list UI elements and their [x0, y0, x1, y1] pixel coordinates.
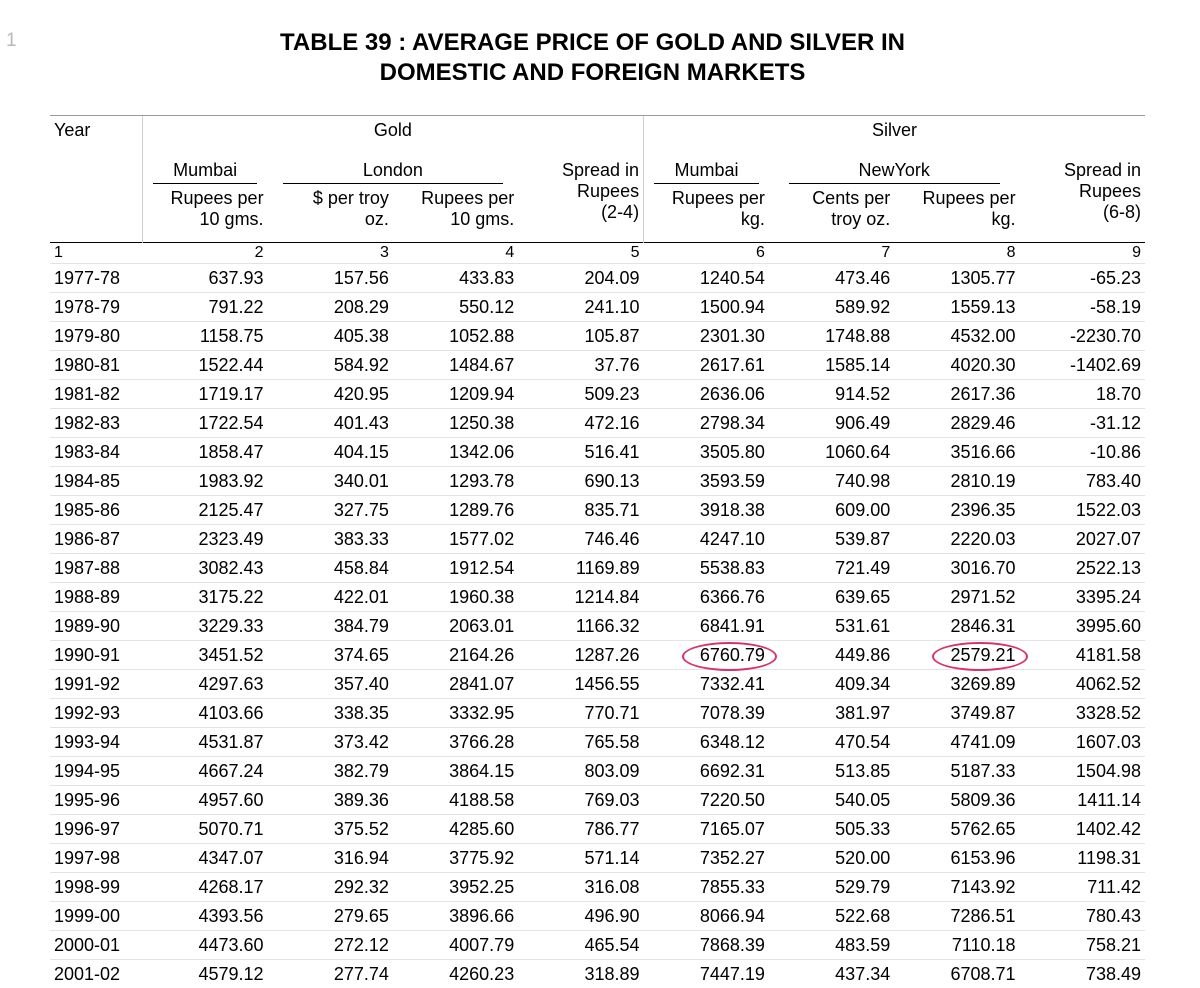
- unit-silver-mumbai: Rupees per kg.: [644, 186, 769, 243]
- gold-mumbai-cell: 4393.56: [142, 902, 267, 931]
- gold-london-rupees-cell: 3775.92: [393, 844, 518, 873]
- gold-london-rupees-cell: 1209.94: [393, 380, 518, 409]
- silver-spread-cell: 2522.13: [1020, 554, 1145, 583]
- year-cell: 1995-96: [50, 786, 142, 815]
- table-row: [50, 844, 1145, 873]
- gold-mumbai-cell: 4347.07: [142, 844, 267, 873]
- gold-london-usd-cell: 382.79: [268, 757, 393, 786]
- year-cell: 1980-81: [50, 351, 142, 380]
- table-row: [50, 786, 1145, 815]
- silver-newyork-rupees-cell: 1559.13: [894, 293, 1019, 322]
- silver-newyork-rupees-cell: 2846.31: [894, 612, 1019, 641]
- year-cell: 1982-83: [50, 409, 142, 438]
- gold-london-rupees-cell: 4260.23: [393, 960, 518, 988]
- gold-london-rupees-cell: 2164.26: [393, 641, 518, 670]
- year-cell: 1998-99: [50, 873, 142, 902]
- gold-london-rupees-cell: 3766.28: [393, 728, 518, 757]
- table-row: [50, 902, 1145, 931]
- gold-london-usd-cell: 374.65: [268, 641, 393, 670]
- column-number: 5: [518, 243, 643, 264]
- column-number: 7: [769, 243, 894, 264]
- gold-spread-cell: 1169.89: [518, 554, 643, 583]
- gold-london-rupees-cell: 1052.88: [393, 322, 518, 351]
- silver-mumbai-cell: 2798.34: [644, 409, 769, 438]
- gold-london-usd-cell: 208.29: [268, 293, 393, 322]
- header-year: Year: [50, 116, 142, 243]
- gold-spread-cell: 204.09: [518, 264, 643, 293]
- silver-spread-cell: 1198.31: [1020, 844, 1145, 873]
- header-silver-newyork: NewYork: [769, 158, 1020, 186]
- year-cell: 1996-97: [50, 815, 142, 844]
- silver-newyork-cents-cell: 906.49: [769, 409, 894, 438]
- silver-newyork-rupees-cell: 1305.77: [894, 264, 1019, 293]
- year-cell: 1983-84: [50, 438, 142, 467]
- header-gold-spread: Spread in Rupees (2-4): [518, 158, 643, 243]
- gold-spread-cell: 803.09: [518, 757, 643, 786]
- silver-newyork-rupees-cell: 5809.36: [894, 786, 1019, 815]
- table-row: [50, 467, 1145, 496]
- unit-gold-mumbai: Rupees per 10 gms.: [142, 186, 267, 243]
- silver-newyork-cents-cell: 449.86: [769, 641, 894, 670]
- column-number: 4: [393, 243, 518, 264]
- gold-mumbai-cell: 3451.52: [142, 641, 267, 670]
- gold-mumbai-cell: 1722.54: [142, 409, 267, 438]
- header-gold-mumbai: Mumbai: [142, 158, 267, 186]
- silver-newyork-rupees-cell: 2220.03: [894, 525, 1019, 554]
- silver-newyork-rupees-cell: 6153.96: [894, 844, 1019, 873]
- gold-spread-cell: 1456.55: [518, 670, 643, 699]
- silver-newyork-rupees-cell: 3269.89: [894, 670, 1019, 699]
- silver-mumbai-cell: 3505.80: [644, 438, 769, 467]
- gold-london-usd-cell: 373.42: [268, 728, 393, 757]
- year-cell: 1997-98: [50, 844, 142, 873]
- table-row: [50, 322, 1145, 351]
- silver-newyork-rupees-cell: 4020.30: [894, 351, 1019, 380]
- silver-spread-cell: 18.70: [1020, 380, 1145, 409]
- silver-newyork-cents-cell: 914.52: [769, 380, 894, 409]
- header-silver: Silver: [644, 116, 1145, 159]
- silver-spread-cell: 1607.03: [1020, 728, 1145, 757]
- gold-mumbai-cell: 4473.60: [142, 931, 267, 960]
- silver-spread-cell: -2230.70: [1020, 322, 1145, 351]
- silver-newyork-cents-cell: 505.33: [769, 815, 894, 844]
- gold-mumbai-cell: 3229.33: [142, 612, 267, 641]
- gold-london-rupees-cell: 433.83: [393, 264, 518, 293]
- year-cell: 1988-89: [50, 583, 142, 612]
- gold-london-usd-cell: 340.01: [268, 467, 393, 496]
- silver-spread-cell: -1402.69: [1020, 351, 1145, 380]
- silver-mumbai-cell: 7855.33: [644, 873, 769, 902]
- silver-spread-cell: 711.42: [1020, 873, 1145, 902]
- silver-newyork-rupees-cell: 6708.71: [894, 960, 1019, 988]
- silver-mumbai-cell: [644, 641, 769, 670]
- table-row: [50, 438, 1145, 467]
- silver-newyork-rupees-cell: 3749.87: [894, 699, 1019, 728]
- gold-mumbai-cell: 791.22: [142, 293, 267, 322]
- table-row: [50, 757, 1145, 786]
- title-line-1: TABLE 39 : AVERAGE PRICE OF GOLD AND SILVER IN: [0, 28, 1185, 58]
- page-title: [0, 28, 1185, 88]
- silver-newyork-cents-cell: 639.65: [769, 583, 894, 612]
- year-cell: 1993-94: [50, 728, 142, 757]
- silver-mumbai-cell: 6366.76: [644, 583, 769, 612]
- silver-spread-cell: 4181.58: [1020, 641, 1145, 670]
- year-cell: 1994-95: [50, 757, 142, 786]
- silver-newyork-cents-cell: 470.54: [769, 728, 894, 757]
- gold-london-usd-cell: 383.33: [268, 525, 393, 554]
- gold-spread-cell: 1287.26: [518, 641, 643, 670]
- silver-spread-cell: -65.23: [1020, 264, 1145, 293]
- silver-spread-cell: 3328.52: [1020, 699, 1145, 728]
- year-cell: 1991-92: [50, 670, 142, 699]
- gold-mumbai-cell: 4957.60: [142, 786, 267, 815]
- page-number: 1: [6, 30, 17, 52]
- column-number: 2: [142, 243, 267, 264]
- silver-newyork-cents-cell: 740.98: [769, 467, 894, 496]
- silver-newyork-cents-cell: 473.46: [769, 264, 894, 293]
- gold-london-rupees-cell: 2841.07: [393, 670, 518, 699]
- silver-newyork-cents-cell: 513.85: [769, 757, 894, 786]
- gold-london-rupees-cell: 1960.38: [393, 583, 518, 612]
- gold-london-rupees-cell: 1250.38: [393, 409, 518, 438]
- header-silver-spread: Spread in Rupees (6-8): [1020, 158, 1145, 243]
- gold-mumbai-cell: 1158.75: [142, 322, 267, 351]
- gold-mumbai-cell: 5070.71: [142, 815, 267, 844]
- silver-mumbai-cell: 4247.10: [644, 525, 769, 554]
- gold-spread-cell: 318.89: [518, 960, 643, 988]
- gold-london-usd-cell: 584.92: [268, 351, 393, 380]
- silver-spread-cell: 780.43: [1020, 902, 1145, 931]
- year-cell: 2000-01: [50, 931, 142, 960]
- gold-london-usd-cell: 157.56: [268, 264, 393, 293]
- silver-newyork-rupees-cell: 2810.19: [894, 467, 1019, 496]
- gold-london-rupees-cell: 1289.76: [393, 496, 518, 525]
- year-cell: 1979-80: [50, 322, 142, 351]
- silver-spread-cell: 3995.60: [1020, 612, 1145, 641]
- gold-mumbai-cell: 4268.17: [142, 873, 267, 902]
- gold-london-rupees-cell: 3864.15: [393, 757, 518, 786]
- table-row: [50, 554, 1145, 583]
- gold-mumbai-cell: 1983.92: [142, 467, 267, 496]
- gold-london-rupees-cell: 1293.78: [393, 467, 518, 496]
- silver-mumbai-cell: 5538.83: [644, 554, 769, 583]
- gold-london-usd-cell: 357.40: [268, 670, 393, 699]
- unit-gold-london-rupees: Rupees per 10 gms.: [393, 186, 518, 243]
- silver-mumbai-cell: 2301.30: [644, 322, 769, 351]
- gold-london-usd-cell: 384.79: [268, 612, 393, 641]
- silver-mumbai-cell: 1240.54: [644, 264, 769, 293]
- silver-newyork-cents-cell: 409.34: [769, 670, 894, 699]
- gold-spread-cell: 746.46: [518, 525, 643, 554]
- silver-newyork-rupees-cell: 7286.51: [894, 902, 1019, 931]
- gold-spread-cell: 769.03: [518, 786, 643, 815]
- silver-spread-cell: -31.12: [1020, 409, 1145, 438]
- gold-london-usd-cell: 389.36: [268, 786, 393, 815]
- silver-newyork-cents-cell: 531.61: [769, 612, 894, 641]
- silver-spread-cell: 4062.52: [1020, 670, 1145, 699]
- gold-london-rupees-cell: 4007.79: [393, 931, 518, 960]
- gold-spread-cell: 105.87: [518, 322, 643, 351]
- gold-london-usd-cell: 277.74: [268, 960, 393, 988]
- column-number-row: [50, 243, 1145, 264]
- silver-newyork-rupees-cell: 3516.66: [894, 438, 1019, 467]
- gold-mumbai-cell: 1522.44: [142, 351, 267, 380]
- silver-spread-cell: 3395.24: [1020, 583, 1145, 612]
- table-row: [50, 264, 1145, 293]
- silver-spread-cell: 1411.14: [1020, 786, 1145, 815]
- column-number: 8: [894, 243, 1019, 264]
- silver-mumbai-cell: 3593.59: [644, 467, 769, 496]
- header-gold: Gold: [142, 116, 643, 159]
- silver-newyork-cents-cell: 483.59: [769, 931, 894, 960]
- silver-newyork-rupees-cell: 3016.70: [894, 554, 1019, 583]
- column-number: 1: [50, 243, 142, 264]
- gold-london-usd-cell: 401.43: [268, 409, 393, 438]
- silver-newyork-rupees-cell: 7110.18: [894, 931, 1019, 960]
- table-body: [50, 264, 1145, 988]
- gold-spread-cell: 1214.84: [518, 583, 643, 612]
- silver-newyork-cents-cell: 1585.14: [769, 351, 894, 380]
- circled-value: 6760.79: [700, 645, 765, 666]
- gold-spread-cell: 770.71: [518, 699, 643, 728]
- year-cell: 1987-88: [50, 554, 142, 583]
- gold-mumbai-cell: 1719.17: [142, 380, 267, 409]
- gold-mumbai-cell: 2125.47: [142, 496, 267, 525]
- header-gold-london: London: [268, 158, 519, 186]
- year-cell: 2001-02: [50, 960, 142, 988]
- unit-silver-newyork-rupees: Rupees per kg.: [894, 186, 1019, 243]
- circled-value: 2579.21: [950, 645, 1015, 666]
- gold-spread-cell: 1166.32: [518, 612, 643, 641]
- year-cell: 1992-93: [50, 699, 142, 728]
- year-cell: 1981-82: [50, 380, 142, 409]
- silver-newyork-rupees-cell: 4532.00: [894, 322, 1019, 351]
- silver-newyork-cents-cell: 520.00: [769, 844, 894, 873]
- gold-london-usd-cell: 292.32: [268, 873, 393, 902]
- gold-london-rupees-cell: 3896.66: [393, 902, 518, 931]
- gold-london-rupees-cell: 3332.95: [393, 699, 518, 728]
- gold-spread-cell: 465.54: [518, 931, 643, 960]
- silver-newyork-rupees-cell: 5187.33: [894, 757, 1019, 786]
- silver-newyork-cents-cell: 539.87: [769, 525, 894, 554]
- gold-london-usd-cell: 458.84: [268, 554, 393, 583]
- gold-mumbai-cell: 4531.87: [142, 728, 267, 757]
- gold-london-rupees-cell: 1577.02: [393, 525, 518, 554]
- silver-spread-cell: 2027.07: [1020, 525, 1145, 554]
- gold-london-rupees-cell: 4285.60: [393, 815, 518, 844]
- silver-newyork-rupees-cell: 5762.65: [894, 815, 1019, 844]
- column-number: 3: [268, 243, 393, 264]
- year-cell: 1977-78: [50, 264, 142, 293]
- table-row: [50, 931, 1145, 960]
- gold-mumbai-cell: 1858.47: [142, 438, 267, 467]
- silver-newyork-cents-cell: 540.05: [769, 786, 894, 815]
- gold-london-rupees-cell: 4188.58: [393, 786, 518, 815]
- silver-newyork-rupees-cell: 2617.36: [894, 380, 1019, 409]
- silver-mumbai-cell: 6841.91: [644, 612, 769, 641]
- silver-newyork-rupees-cell: 2971.52: [894, 583, 1019, 612]
- gold-mumbai-cell: 3175.22: [142, 583, 267, 612]
- column-number: 6: [644, 243, 769, 264]
- silver-mumbai-cell: 7165.07: [644, 815, 769, 844]
- gold-london-usd-cell: 327.75: [268, 496, 393, 525]
- table-row: [50, 293, 1145, 322]
- year-cell: 1978-79: [50, 293, 142, 322]
- silver-mumbai-cell: 8066.94: [644, 902, 769, 931]
- gold-spread-cell: 571.14: [518, 844, 643, 873]
- table-row: [50, 409, 1145, 438]
- gold-london-rupees-cell: 1342.06: [393, 438, 518, 467]
- title-line-2: DOMESTIC AND FOREIGN MARKETS: [0, 58, 1185, 88]
- gold-mumbai-cell: 4579.12: [142, 960, 267, 988]
- gold-london-rupees-cell: 1912.54: [393, 554, 518, 583]
- gold-spread-cell: 509.23: [518, 380, 643, 409]
- year-cell: 1984-85: [50, 467, 142, 496]
- silver-spread-cell: -10.86: [1020, 438, 1145, 467]
- gold-london-usd-cell: 375.52: [268, 815, 393, 844]
- table-row: [50, 699, 1145, 728]
- silver-mumbai-cell: 7220.50: [644, 786, 769, 815]
- table-row: [50, 960, 1145, 988]
- gold-london-usd-cell: 316.94: [268, 844, 393, 873]
- table-row: [50, 380, 1145, 409]
- silver-spread-cell: 1504.98: [1020, 757, 1145, 786]
- silver-mumbai-cell: 6348.12: [644, 728, 769, 757]
- table-row: [50, 351, 1145, 380]
- table-row: [50, 728, 1145, 757]
- year-cell: 1985-86: [50, 496, 142, 525]
- silver-spread-cell: 1402.42: [1020, 815, 1145, 844]
- gold-london-usd-cell: 272.12: [268, 931, 393, 960]
- silver-mumbai-cell: 2636.06: [644, 380, 769, 409]
- gold-london-usd-cell: 422.01: [268, 583, 393, 612]
- table-row: [50, 496, 1145, 525]
- gold-mumbai-cell: 4667.24: [142, 757, 267, 786]
- header-silver-mumbai: Mumbai: [644, 158, 769, 186]
- table-row: [50, 612, 1145, 641]
- silver-newyork-cents-cell: 609.00: [769, 496, 894, 525]
- silver-newyork-cents-cell: 381.97: [769, 699, 894, 728]
- gold-spread-cell: 316.08: [518, 873, 643, 902]
- table-row: [50, 873, 1145, 902]
- silver-spread-cell: 783.40: [1020, 467, 1145, 496]
- silver-mumbai-cell: 7332.41: [644, 670, 769, 699]
- silver-newyork-cents-cell: 437.34: [769, 960, 894, 988]
- year-cell: 1990-91: [50, 641, 142, 670]
- silver-mumbai-cell: 2617.61: [644, 351, 769, 380]
- table-row: [50, 583, 1145, 612]
- silver-spread-cell: 758.21: [1020, 931, 1145, 960]
- silver-mumbai-cell: 6692.31: [644, 757, 769, 786]
- silver-spread-cell: 1522.03: [1020, 496, 1145, 525]
- gold-spread-cell: 765.58: [518, 728, 643, 757]
- silver-newyork-cents-cell: 1060.64: [769, 438, 894, 467]
- gold-london-usd-cell: 338.35: [268, 699, 393, 728]
- gold-london-rupees-cell: 2063.01: [393, 612, 518, 641]
- year-cell: 1989-90: [50, 612, 142, 641]
- price-table: [50, 115, 1145, 988]
- gold-mumbai-cell: 4297.63: [142, 670, 267, 699]
- gold-spread-cell: 835.71: [518, 496, 643, 525]
- gold-spread-cell: 786.77: [518, 815, 643, 844]
- gold-london-usd-cell: 405.38: [268, 322, 393, 351]
- unit-silver-newyork-cents: Cents per troy oz.: [769, 186, 894, 243]
- silver-mumbai-cell: 7447.19: [644, 960, 769, 988]
- gold-london-usd-cell: 404.15: [268, 438, 393, 467]
- silver-newyork-cents-cell: 1748.88: [769, 322, 894, 351]
- silver-newyork-rupees-cell: [894, 641, 1019, 670]
- silver-mumbai-cell: 7352.27: [644, 844, 769, 873]
- gold-london-usd-cell: 279.65: [268, 902, 393, 931]
- table-row: [50, 641, 1145, 670]
- silver-mumbai-cell: 7078.39: [644, 699, 769, 728]
- gold-mumbai-cell: 637.93: [142, 264, 267, 293]
- year-cell: 1999-00: [50, 902, 142, 931]
- gold-spread-cell: 496.90: [518, 902, 643, 931]
- table-row: [50, 815, 1145, 844]
- silver-mumbai-cell: 7868.39: [644, 931, 769, 960]
- silver-newyork-rupees-cell: 2829.46: [894, 409, 1019, 438]
- gold-mumbai-cell: 4103.66: [142, 699, 267, 728]
- unit-gold-london-usd: $ per troy oz.: [268, 186, 393, 243]
- silver-newyork-cents-cell: 721.49: [769, 554, 894, 583]
- silver-newyork-rupees-cell: 7143.92: [894, 873, 1019, 902]
- table-row: [50, 525, 1145, 554]
- silver-spread-cell: 738.49: [1020, 960, 1145, 988]
- silver-newyork-cents-cell: 589.92: [769, 293, 894, 322]
- gold-spread-cell: 241.10: [518, 293, 643, 322]
- silver-mumbai-cell: 3918.38: [644, 496, 769, 525]
- silver-newyork-rupees-cell: 4741.09: [894, 728, 1019, 757]
- silver-newyork-cents-cell: 529.79: [769, 873, 894, 902]
- gold-spread-cell: 690.13: [518, 467, 643, 496]
- gold-spread-cell: 472.16: [518, 409, 643, 438]
- gold-mumbai-cell: 3082.43: [142, 554, 267, 583]
- table-row: [50, 670, 1145, 699]
- silver-newyork-cents-cell: 522.68: [769, 902, 894, 931]
- silver-mumbai-cell: 1500.94: [644, 293, 769, 322]
- year-cell: 1986-87: [50, 525, 142, 554]
- gold-london-rupees-cell: 550.12: [393, 293, 518, 322]
- silver-spread-cell: -58.19: [1020, 293, 1145, 322]
- gold-london-rupees-cell: 3952.25: [393, 873, 518, 902]
- gold-london-usd-cell: 420.95: [268, 380, 393, 409]
- gold-spread-cell: 37.76: [518, 351, 643, 380]
- gold-london-rupees-cell: 1484.67: [393, 351, 518, 380]
- column-number: 9: [1020, 243, 1145, 264]
- gold-mumbai-cell: 2323.49: [142, 525, 267, 554]
- gold-spread-cell: 516.41: [518, 438, 643, 467]
- silver-newyork-rupees-cell: 2396.35: [894, 496, 1019, 525]
